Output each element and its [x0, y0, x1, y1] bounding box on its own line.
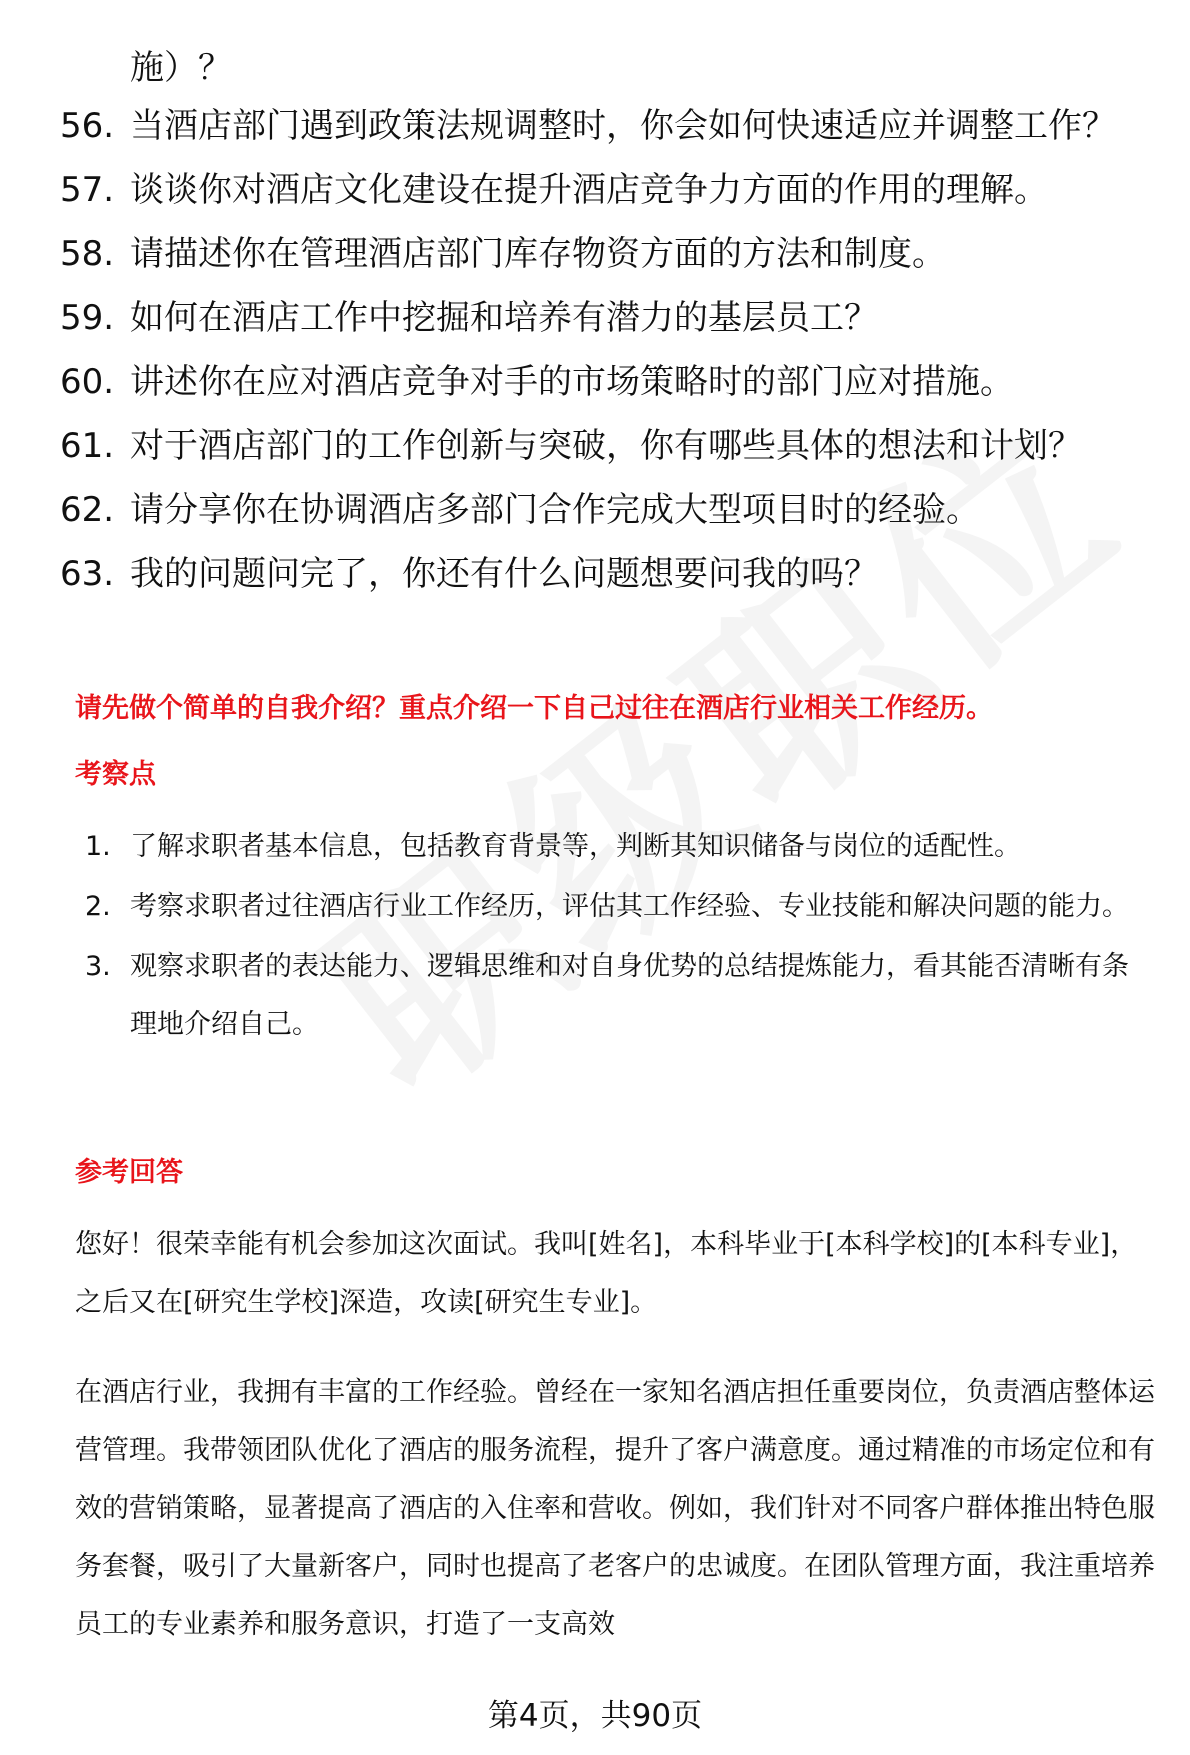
question-item [60, 554, 1140, 595]
question-number: 56. [60, 106, 115, 146]
question-text: 讲述你在应对酒店竞争对手的市场策略时的部门应对措施。 [130, 362, 1014, 402]
question-text: 请描述你在管理酒店部门库存物资方面的方法和制度。 [130, 234, 946, 274]
question-number: 59. [60, 298, 115, 338]
question-item [60, 298, 1140, 339]
question-item [60, 170, 1140, 211]
point-text: 观察求职者的表达能力、逻辑思维和对自身优势的总结提炼能力，看其能否清晰有条理地介绍自己。 [130, 951, 1129, 1040]
question-list [60, 106, 1140, 618]
point-text: 了解求职者基本信息，包括教育背景等，判断其知识储备与岗位的适配性。 [130, 831, 1021, 862]
question-number: 58. [60, 234, 115, 274]
question-text: 谈谈你对酒店文化建设在提升酒店竞争力方面的作用的理解。 [130, 170, 1048, 210]
question-text: 如何在酒店工作中挖掘和培养有潜力的基层员工？ [130, 298, 878, 338]
question-item [60, 426, 1140, 467]
question-text: 当酒店部门遇到政策法规调整时，你会如何快速适应并调整工作？ [130, 106, 1116, 146]
answer-paragraph: 在酒店行业，我拥有丰富的工作经验。曾经在一家知名酒店担任重要岗位，负责酒店整体运营管理。我带领团队优化了酒店的服务流程，提升了客户满意度。通过精准的市场定位和有效的营销策略，显著提高了酒店的入住率和营收。例如，我们针对不同客户群体推出特色服务套餐，吸引了大量新客户，同时也提高了老客户的忠诚度。在团队管理方面，我注重培养员工的专业素养和服务意识，打造了一支高效 [75, 1377, 1155, 1640]
assessment-point [85, 878, 1155, 936]
assessment-points [85, 818, 1155, 1056]
reference-heading: 参考回答 [75, 1157, 183, 1188]
question-number: 62. [60, 490, 115, 530]
question-continuation: 施）？ [130, 48, 232, 88]
point-number: 2. [85, 891, 111, 922]
question-number: 63. [60, 554, 115, 594]
page-footer: 第4页，共90页 [487, 1698, 703, 1734]
question-item [60, 490, 1140, 531]
answer-paragraph: 您好！很荣幸能有机会参加这次面试。我叫[姓名]，本科毕业于[本科学校]的[本科专业]，之后又在[研究生学校]深造，攻读[研究生专业]。 [75, 1229, 1138, 1318]
question-number: 60. [60, 362, 115, 402]
question-number: 57. [60, 170, 115, 210]
question-item [60, 362, 1140, 403]
question-number: 61. [60, 426, 115, 466]
question-item [60, 234, 1140, 275]
assessment-heading: 考察点 [75, 759, 156, 790]
point-number: 1. [85, 831, 111, 862]
question-text: 我的问题问完了，你还有什么问题想要问我的吗？ [130, 554, 878, 594]
assessment-point [85, 938, 1155, 1054]
point-text: 考察求职者过往酒店行业工作经历，评估其工作经验、专业技能和解决问题的能力。 [130, 891, 1129, 922]
question-item [60, 106, 1140, 147]
featured-question: 请先做个简单的自我介绍？重点介绍一下自己过往在酒店行业相关工作经历。 [75, 693, 993, 724]
question-text: 对于酒店部门的工作创新与突破，你有哪些具体的想法和计划？ [130, 426, 1082, 466]
point-number: 3. [85, 951, 111, 982]
assessment-point [85, 818, 1155, 876]
question-text: 请分享你在协调酒店多部门合作完成大型项目时的经验。 [130, 490, 980, 530]
